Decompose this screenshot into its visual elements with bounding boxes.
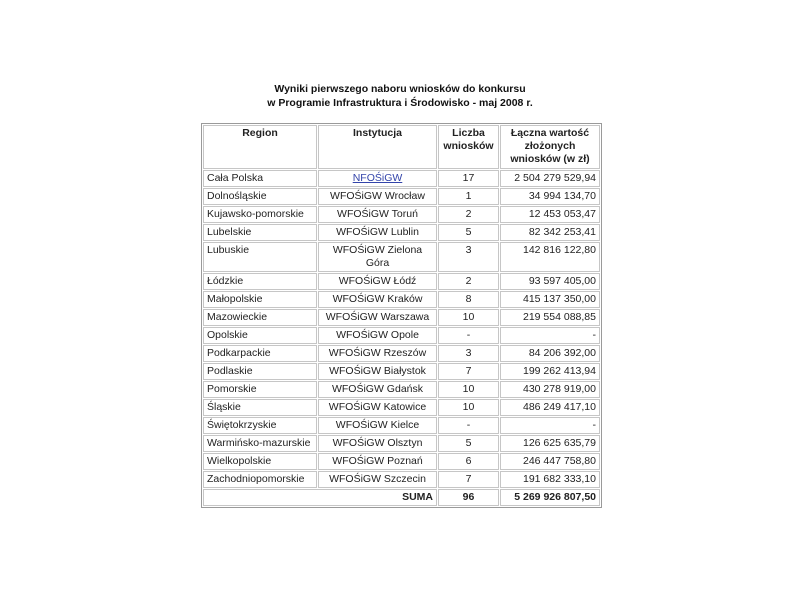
region-cell: Mazowieckie [203, 309, 317, 326]
count-cell: 7 [438, 363, 499, 380]
institution-cell: WFOŚiGW Rzeszów [318, 345, 437, 362]
institution-cell: WFOŚiGW Katowice [318, 399, 437, 416]
institution-cell: WFOŚiGW Olsztyn [318, 435, 437, 452]
region-cell: Lubuskie [203, 242, 317, 272]
region-cell: Warmińsko-mazurskie [203, 435, 317, 452]
value-cell: 93 597 405,00 [500, 273, 600, 290]
region-cell: Dolnośląskie [203, 188, 317, 205]
value-cell: 82 342 253,41 [500, 224, 600, 241]
value-cell: 191 682 333,10 [500, 471, 600, 488]
results-table [201, 123, 602, 508]
count-cell: 2 [438, 273, 499, 290]
title-line-2: w Programie Infrastruktura i Środowisko - maj 2008 r. [267, 97, 533, 109]
table-row [203, 381, 600, 398]
region-cell: Cała Polska [203, 170, 317, 187]
table-row [203, 471, 600, 488]
institution-cell [318, 170, 437, 187]
institution-cell: WFOŚiGW Gdańsk [318, 381, 437, 398]
table-row [203, 399, 600, 416]
value-cell: 486 249 417,10 [500, 399, 600, 416]
value-cell: 219 554 088,85 [500, 309, 600, 326]
institution-cell: WFOŚiGW Toruń [318, 206, 437, 223]
count-cell: 5 [438, 435, 499, 452]
region-cell: Podlaskie [203, 363, 317, 380]
institution-cell: WFOŚiGW Szczecin [318, 471, 437, 488]
institution-cell: WFOŚiGW Opole [318, 327, 437, 344]
institution-cell: WFOŚiGW Białystok [318, 363, 437, 380]
region-cell: Śląskie [203, 399, 317, 416]
count-cell: 1 [438, 188, 499, 205]
count-cell: 2 [438, 206, 499, 223]
sum-count: 96 [438, 489, 499, 506]
title-line-1: Wyniki pierwszego naboru wniosków do konkursu [274, 83, 526, 95]
table-row [203, 453, 600, 470]
region-cell: Małopolskie [203, 291, 317, 308]
institution-cell: WFOŚiGW Kielce [318, 417, 437, 434]
count-cell: 10 [438, 381, 499, 398]
count-cell: 8 [438, 291, 499, 308]
value-cell: 142 816 122,80 [500, 242, 600, 272]
region-cell: Podkarpackie [203, 345, 317, 362]
count-cell: 10 [438, 309, 499, 326]
table-row [203, 291, 600, 308]
region-cell: Świętokrzyskie [203, 417, 317, 434]
region-cell: Kujawsko-pomorskie [203, 206, 317, 223]
region-cell: Lubelskie [203, 224, 317, 241]
header-count: Liczba wniosków [438, 125, 499, 169]
institution-cell: WFOŚiGW Łódź [318, 273, 437, 290]
value-cell: 34 994 134,70 [500, 188, 600, 205]
institution-cell: WFOŚiGW Zielona Góra [318, 242, 437, 272]
value-cell: 12 453 053,47 [500, 206, 600, 223]
value-cell: 84 206 392,00 [500, 345, 600, 362]
table-row [203, 206, 600, 223]
value-cell: - [500, 417, 600, 434]
value-cell: 199 262 413,94 [500, 363, 600, 380]
region-cell: Zachodniopomorskie [203, 471, 317, 488]
count-cell: - [438, 327, 499, 344]
value-cell: - [500, 327, 600, 344]
table-row [203, 363, 600, 380]
sum-value: 5 269 926 807,50 [500, 489, 600, 506]
institution-cell: WFOŚiGW Wrocław [318, 188, 437, 205]
header-value: Łączna wartość złożonych wniosków (w zł) [500, 125, 600, 169]
count-cell: 17 [438, 170, 499, 187]
table-row [203, 242, 600, 272]
region-cell: Wielkopolskie [203, 453, 317, 470]
count-cell: - [438, 417, 499, 434]
table-row [203, 224, 600, 241]
table-row [203, 417, 600, 434]
table-row [203, 327, 600, 344]
value-cell: 415 137 350,00 [500, 291, 600, 308]
institution-cell: WFOŚiGW Lublin [318, 224, 437, 241]
sum-label: SUMA [203, 489, 437, 506]
table-row [203, 309, 600, 326]
count-cell: 3 [438, 242, 499, 272]
table-header-row [203, 125, 600, 169]
table-row [203, 170, 600, 187]
region-cell: Opolskie [203, 327, 317, 344]
header-region: Region [203, 125, 317, 169]
count-cell: 5 [438, 224, 499, 241]
table-body [203, 170, 600, 506]
count-cell: 6 [438, 453, 499, 470]
count-cell: 10 [438, 399, 499, 416]
value-cell: 246 447 758,80 [500, 453, 600, 470]
count-cell: 3 [438, 345, 499, 362]
region-cell: Pomorskie [203, 381, 317, 398]
institution-cell: WFOŚiGW Warszawa [318, 309, 437, 326]
sum-row [203, 489, 600, 506]
value-cell: 126 625 635,79 [500, 435, 600, 452]
institution-link[interactable]: NFOŚiGW [352, 172, 403, 184]
region-cell: Łódzkie [203, 273, 317, 290]
document-title [200, 82, 600, 110]
institution-cell: WFOŚiGW Poznań [318, 453, 437, 470]
table-row [203, 188, 600, 205]
table-row [203, 345, 600, 362]
value-cell: 430 278 919,00 [500, 381, 600, 398]
count-cell: 7 [438, 471, 499, 488]
value-cell: 2 504 279 529,94 [500, 170, 600, 187]
table-row [203, 273, 600, 290]
table-row [203, 435, 600, 452]
institution-cell: WFOŚiGW Kraków [318, 291, 437, 308]
header-institution: Instytucja [318, 125, 437, 169]
